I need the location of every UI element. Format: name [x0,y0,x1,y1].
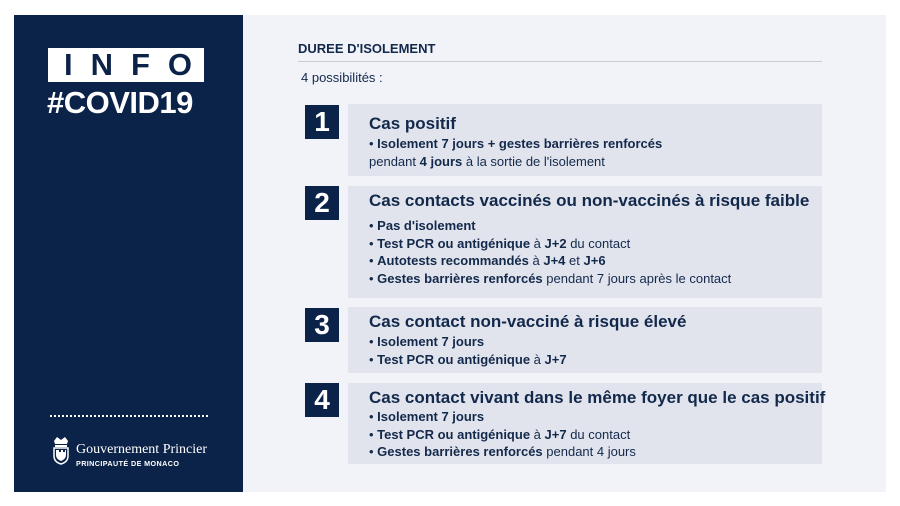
case-line-segment: à la sortie de l'isolement [462,153,605,169]
case-card-4 [348,383,826,464]
case-line [369,235,822,253]
case-line-segment: J+7 [544,351,567,367]
case-line [369,408,822,426]
case-line-segment: pendant [369,153,420,169]
sidebar [14,15,243,492]
case-line-segment: du contact [566,426,631,442]
case-card-2 [348,186,822,298]
case-line-segment: Autotests recommandés [377,253,529,268]
case-line-segment: 4 jours [419,153,463,169]
section-heading: DUREE D'ISOLEMENT [298,41,436,56]
case-title: Cas positif [369,114,456,133]
case-line [369,217,822,235]
case-number-1: 1 [305,105,339,139]
case-line [369,270,822,288]
case-line-segment: Gestes barrières renforcés [377,444,543,459]
case-line-segment: J+2 [544,235,567,251]
case-line-segment: pendant 7 jours après le contact [542,270,732,286]
case-title: Cas contact non-vacciné à risque élevé [369,312,687,331]
case-line-segment: à [530,235,545,251]
case-line-segment: • [369,270,378,286]
case-line-segment: Isolement 7 jours [377,334,485,349]
case-line-segment: • [369,409,378,424]
case-line-segment: et [565,253,584,268]
case-line-segment: • [369,334,378,349]
case-lines [369,408,822,461]
case-line-segment: Pas d'isolement [377,218,476,233]
case-line-segment: • [369,235,378,251]
main-panel [243,15,886,492]
case-number-2: 2 [305,186,339,220]
case-title: Cas contacts vaccinés ou non-vaccinés à risque faible [369,191,810,210]
covid-hashtag: #COVID19 [47,85,193,120]
case-line-segment: du contact [566,235,631,251]
case-number-3: 3 [305,308,339,342]
case-lines [369,217,822,287]
case-line-segment: J+7 [544,426,567,442]
heading-divider [298,61,822,62]
case-line-segment: à [530,351,545,367]
case-line-segment: Isolement 7 jours [377,409,485,424]
case-line-segment: • [369,426,378,442]
case-line [369,351,822,369]
case-line-segment: J+6 [583,253,606,268]
case-line [369,443,822,461]
case-line [369,252,822,270]
case-lines [369,135,822,170]
case-line [369,135,822,153]
info-logo: INFO [48,48,204,82]
case-line-segment: • [369,136,378,151]
case-line-segment: Test PCR ou antigénique [377,351,531,367]
case-lines [369,333,822,368]
case-card-3 [348,307,822,373]
monaco-crest-icon [50,435,72,465]
government-name: Gouvernement Princier [76,442,208,457]
case-line [369,426,822,444]
case-line [369,333,822,351]
case-line-segment: pendant 4 jours [542,444,636,459]
case-number-4: 4 [305,383,339,417]
case-line-segment: J+4 [543,253,566,268]
intro-text: 4 possibilités : [301,70,383,85]
case-line-segment: • [369,444,378,459]
case-line-segment: à [528,253,544,268]
case-line-segment: • [369,218,378,233]
case-card-1 [348,104,822,176]
case-line-segment: • [369,253,378,268]
case-line-segment: • [369,351,378,367]
case-title: Cas contact vivant dans le même foyer que le cas positif [369,388,826,407]
case-line-segment: Test PCR ou antigénique [377,235,531,251]
principality-name: PRINCIPAUTÉ DE MONACO [76,459,180,468]
case-line-segment: Isolement 7 jours + gestes barrières renforcés [377,136,663,151]
case-line-segment: Gestes barrières renforcés [377,270,543,286]
dotted-divider [50,415,208,417]
case-line-segment: à [530,426,545,442]
case-line [369,153,822,171]
case-line-segment: Test PCR ou antigénique [377,426,531,442]
